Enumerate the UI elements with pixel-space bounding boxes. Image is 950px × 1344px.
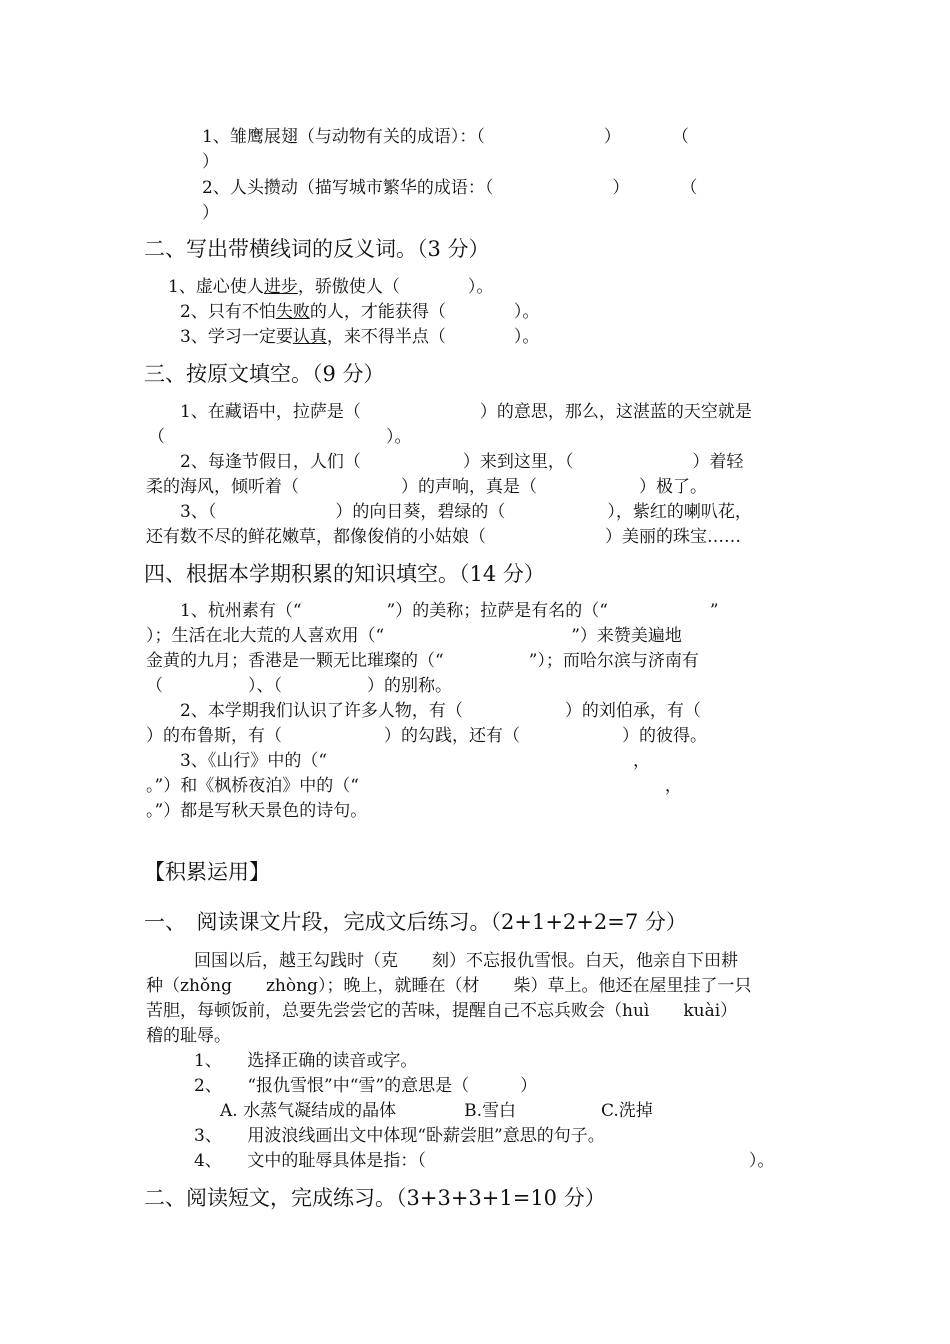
section-3-title: 三、按原文填空。（9 分）	[144, 362, 385, 386]
fill-line: ）；生活在北大荒的人喜欢用（“ ”）来赞美遍地	[146, 626, 682, 646]
question-4: 4、 文中的耻辱具体是指：（ ）。	[194, 1151, 775, 1171]
fill-line: 1、杭州素有（“ ”）的美称；拉萨是有名的（“ ”	[180, 601, 719, 621]
fill-line: （ ）。	[148, 427, 412, 447]
passage-line: 苦胆，每顿饭前，总要先尝尝它的苦味，提醒自己不忘兵败会（huì kuài）	[146, 1001, 738, 1021]
idiom-item-1-end: ）	[202, 152, 219, 172]
passage-line: 稽的耻辱。	[146, 1026, 231, 1046]
question-1: 1、 选择正确的读音或字。	[194, 1051, 418, 1071]
fill-line: （ ）、（ ）的别称。	[146, 676, 452, 696]
underlined-word: 进步	[263, 277, 298, 297]
fill-line: 。”）和《枫桥夜泊》中的（“ ，	[146, 776, 682, 796]
underlined-word: 失败	[275, 302, 310, 322]
fill-line: 1、在藏语中，拉萨是（ ）的意思，那么，这湛蓝的天空就是	[180, 402, 752, 422]
fill-line: 2、本学期我们认识了许多人物，有（ ）的刘伯承，有（	[180, 701, 701, 721]
question-2-options: A. 水蒸气凝结成的晶体 B.雪白 C.洗掉	[220, 1101, 653, 1121]
fill-line: 柔的海风，倾听着（ ）的声响，真是（ ）极了。	[146, 477, 707, 497]
question-2: 2、 “报仇雪恨”中“雪”的意思是（ ）	[194, 1076, 538, 1096]
fill-line: 3、《山行》中的（“ ，	[180, 751, 651, 771]
idiom-item-2: 2、人头攒动（描写城市繁华的成语：（ ） （	[202, 178, 698, 198]
underlined-word: 认真	[292, 327, 327, 347]
antonym-item-3: 3、学习一定要认真，来不得半点（ ）。	[180, 327, 540, 347]
fill-line: ）的布鲁斯，有（ ）的勾践，还有（ ）的彼得。	[146, 726, 707, 746]
idiom-item-1: 1、雏鹰展翅（与动物有关的成语）：（ ） （	[202, 127, 689, 147]
fill-line: 还有数不尽的鲜花嫩草，都像俊俏的小姑娘（ ）美丽的珠宝……	[146, 527, 741, 547]
fill-line: 3、（ ）的向日葵，碧绿的（ ），紫红的喇叭花，	[180, 502, 752, 522]
section-4-title: 四、根据本学期积累的知识填空。（14 分）	[144, 562, 545, 586]
fill-line: 2、每逢节假日，人们（ ）来到这里，（ ）着轻	[180, 452, 744, 472]
fill-line: 金黄的九月；香港是一颗无比璀璨的（“ ”）；而哈尔滨与济南有	[146, 651, 699, 671]
antonym-item-2: 2、只有不怕失败的人，才能获得（ ）。	[180, 302, 540, 322]
idiom-item-2-end: ）	[202, 203, 219, 223]
question-3: 3、 用波浪线画出文中体现“卧薪尝胆”意思的句子。	[194, 1126, 605, 1146]
reading-2-title: 二、阅读短文，完成练习。（3+3+3+1=10 分）	[144, 1186, 606, 1210]
section-2-title: 二、写出带横线词的反义词。（3 分）	[144, 237, 490, 261]
accumulation-heading: 【积累运用】	[144, 860, 270, 884]
passage-line: 回国以后，越王勾践时（克 刻）不忘报仇雪恨。白天，他亲自下田耕	[194, 951, 738, 971]
fill-line: 。”）都是写秋天景色的诗句。	[146, 801, 368, 821]
antonym-item-1: 1、虚心使人进步，骄傲使人（ ）。	[168, 277, 494, 297]
reading-1-title: 一、 阅读课文片段，完成文后练习。（2+1+2+2=7 分）	[144, 910, 687, 934]
passage-line: 种（zhǒng zhòng）；晚上，就睡在（材 柴）草上。他还在屋里挂了一只	[146, 976, 752, 996]
